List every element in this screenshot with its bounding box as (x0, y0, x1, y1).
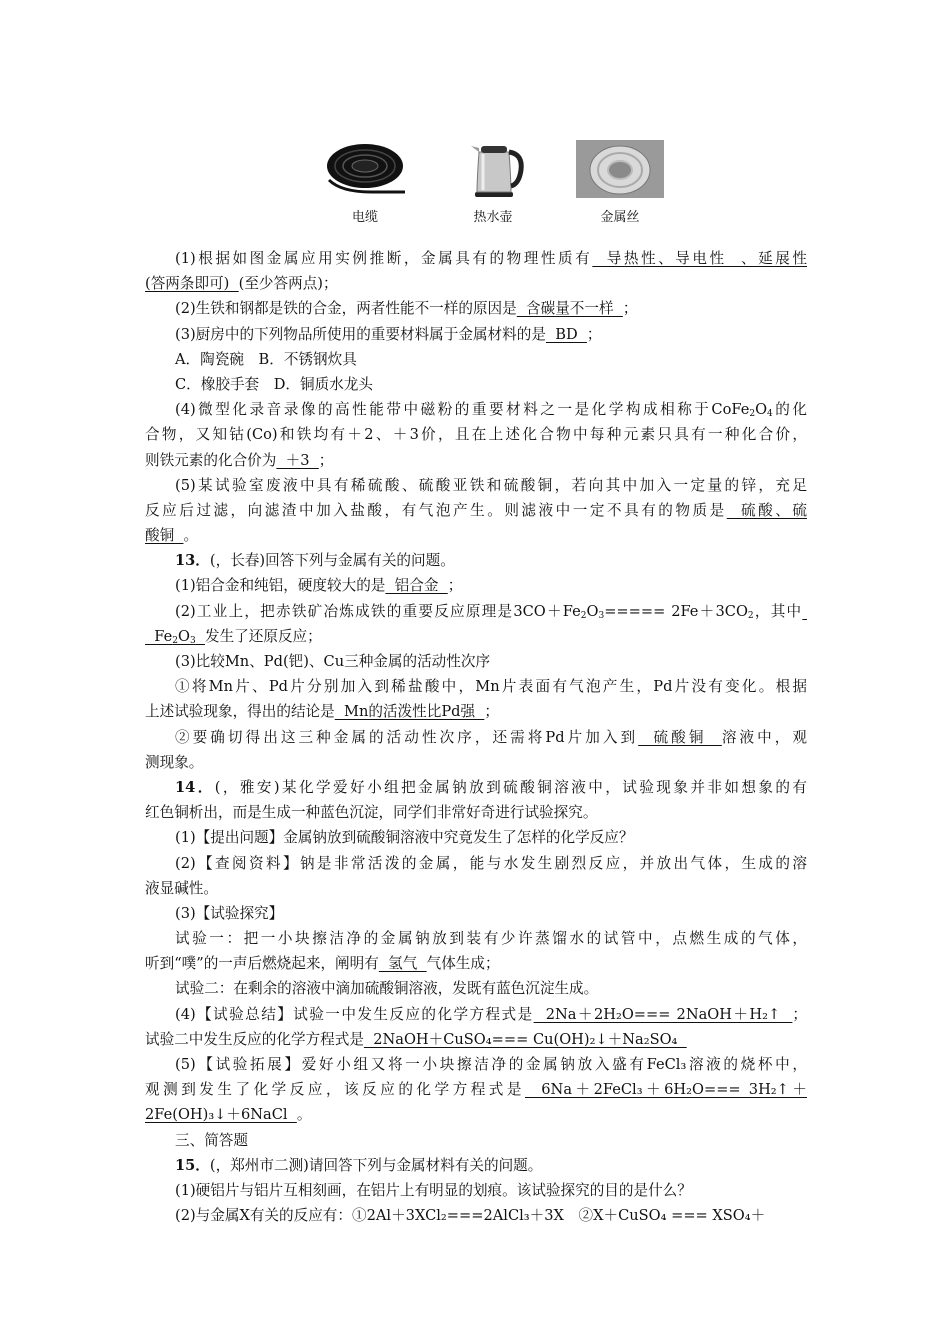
q12-part5-line3: 酸铜 。 (145, 527, 199, 545)
q15-part2: (2)与金属X有关的反应有：①2Al＋3XCl₂===2AlCl₃＋3X ②X＋CuSO₄ === XSO₄＋ (175, 1207, 766, 1225)
figure-caption: 金属丝 (600, 210, 640, 225)
q12-part3: (3)厨房中的下列物品所使用的重要材料属于金属材料的是 BD ； (175, 325, 602, 343)
answer-blank: 铝合金 (385, 577, 448, 595)
answer-blank: (答两条即可) (145, 275, 239, 293)
q13-part3-i-line1: ①将Mn片、Pd片分别加入到稀盐酸中，Mn片表面有气泡产生，Pd片没有变化。根据 (175, 678, 807, 696)
figure-cable (320, 140, 410, 225)
q14-part4-line2: 试验二中发生反应的化学方程式是 2NaOH＋CuSO₄=== Cu(OH)₂↓＋Na₂SO₄ (145, 1030, 687, 1048)
answer-blank: $Fe_2O_3$ (145, 627, 196, 646)
q14-part5-line1: (5)【试验拓展】爱好小组又将一小块擦洁净的金属钠放入盛有FeCl₃溶液的烧杯中， (175, 1056, 807, 1073)
q14-experiment2: 试验二：在剩余的溶液中滴加硫酸铜溶液，发既有蓝色沉淀生成。 (175, 980, 599, 998)
q12-part4-line2: 合物，又知钴(Co)和铁均有＋2、＋3价，且在上述化合物中每种元素只具有一种化合价， (145, 426, 807, 444)
q15-part1: (1)硬铝片与铝片互相刻画，在铝片上有明显的划痕。该试验探究的目的是什么？ (175, 1181, 692, 1199)
question-number: 13． (175, 552, 210, 570)
answer-blank: 2NaOH＋CuSO₄=== Cu(OH)₂↓＋Na₂SO₄ (363, 1030, 687, 1048)
q14-header-line1: 14．(，雅安)某化学爱好小组把金属钠放到硫酸铜溶液中，试验现象并非如想象的有 (175, 778, 807, 796)
q14-part2-line1: (2)【查阅资料】钠是非常活泼的金属，能与水发生剧烈反应，并放出气体，生成的溶 (175, 854, 807, 872)
q15-header: 15．(，郑州市二测)请回答下列与金属材料有关的问题。 (175, 1156, 543, 1174)
answer-blank: BD (545, 325, 587, 343)
q12-options-ab: A．陶瓷碗 B．不锈钢炊具 (175, 350, 357, 368)
metal-wire-coil-icon (576, 140, 664, 198)
figure-caption: 电缆 (351, 210, 378, 225)
q12-options-cd: C．橡胶手套 D．铜质水龙头 (175, 375, 373, 393)
q14-part5-line2: 观测到发生了化学反应，该反应的化学方程式是 6Na＋2FeCl₃＋6H₂O=== 3H₂↑＋ (145, 1081, 807, 1099)
answer-blank: 导热性、导电性 、延展性 (592, 250, 807, 267)
q13-part1: (1)铝合金和纯铝，硬度较大的是 铝合金 ； (175, 577, 463, 595)
answer-blank: ＋3 (276, 451, 319, 469)
answer-blank: 氢气 (378, 955, 427, 973)
q14-part5-line3: 2Fe(OH)₃↓＋6NaCl 。 (145, 1106, 312, 1124)
answer-blank: 2Fe(OH)₃↓＋6NaCl (145, 1106, 297, 1124)
cable-coil-icon (321, 140, 409, 198)
answer-blank: 2Na＋2H₂O=== 2NaOH＋H₂↑ (533, 1005, 793, 1023)
section-heading: 三、简答题 (175, 1131, 248, 1149)
q12-part4-line3: 则铁元素的化合价为 ＋3 ； (145, 451, 334, 469)
q13-part3-ii-line1: ②要确切得出这三种金属的活动性次序，还需将Pd片加入到 硫酸铜 溶液中，观 (175, 728, 807, 746)
q14-part1: (1)【提出问题】金属钠放到硫酸铜溶液中究竟发生了怎样的化学反应？ (175, 829, 634, 847)
question-number: 15． (175, 1156, 210, 1174)
q14-experiment1-line2: 听到“噗”的一声后燃烧起来，阐明有 氢气 气体生成； (145, 955, 500, 973)
answer-blank: 硫酸铜 (638, 728, 722, 746)
q12-part1-line2: (答两条即可) (至少答两点)； (145, 275, 338, 293)
q13-header: 13．(，长春)回答下列与金属有关的问题。 (175, 552, 455, 570)
figure-kettle (448, 140, 538, 225)
q12-part4-line1: (4)微型化录音录像的高性能带中磁粉的重要材料之一是化学构成相称于$CoFe_2O_4$的化 (175, 401, 807, 420)
q14-part3: (3)【试验探究】 (175, 904, 284, 922)
figure-wire (575, 140, 665, 225)
question-content (145, 246, 807, 1228)
figure-caption: 热水壶 (473, 210, 513, 225)
q13-part3-i-line2: 上述试验现象，得出的结论是 Mn的活泼性比Pd强 ； (145, 703, 499, 721)
q12-part5-line1: (5)某试验室废液中具有稀硫酸、硫酸亚铁和硫酸铜，若向其中加入一定量的锌，充足 (175, 476, 807, 494)
electric-kettle-icon (449, 140, 537, 198)
q14-experiment1-line1: 试验一：把一小块擦洁净的金属钠放到装有少许蒸馏水的试管中，点燃生成的气体， (175, 930, 807, 948)
q14-part4-line1: (4)【试验总结】试验一中发生反应的化学方程式是 2Na＋2H₂O=== 2NaOH＋H₂↑ ； (175, 1005, 807, 1023)
answer-blank: 硫酸、硫 (726, 501, 807, 519)
q12-part2: (2)生铁和钢都是铁的合金，两者性能不一样的原因是 含碳量不一样 ； (175, 300, 638, 318)
figure-row (320, 140, 700, 230)
answer-blank: 含碳量不一样 (516, 300, 623, 318)
q13-part2-line1: (2)工业上，把赤铁矿冶炼成铁的重要反应原理是$3CO+Fe_2O_3===== 2Fe+3CO_2$，其中 (175, 602, 803, 621)
answer-blank: Mn的活泼性比Pd强 (334, 703, 485, 721)
q14-part2-line2: 液显碱性。 (145, 879, 218, 897)
question-number: 14． (175, 778, 215, 796)
q12-part1-line1: (1)根据如图金属应用实例推断，金属具有的物理性质有 导热性、导电性 、延展性 (175, 250, 807, 267)
q13-part2-line2: $Fe_2O_3$ 发生了还原反应； (145, 627, 322, 646)
q13-part3: (3)比较Mn、Pd(钯)、Cu三种金属的活动性次序 (175, 653, 491, 670)
q14-header-line2: 红色铜析出，而是生成一种蓝色沉淀，同学们非常好奇进行试验探究。 (145, 804, 598, 822)
answer-blank: 6Na＋2FeCl₃＋6H₂O=== 3H₂↑＋ (524, 1081, 807, 1099)
answer-blank: 酸铜 (145, 527, 184, 545)
q12-part5-line2: 反应后过滤，向滤渣中加入盐酸，有气泡产生。则滤液中一定不具有的物质是 硫酸、硫 (145, 501, 807, 519)
q13-part3-ii-line2: 测现象。 (145, 753, 204, 771)
